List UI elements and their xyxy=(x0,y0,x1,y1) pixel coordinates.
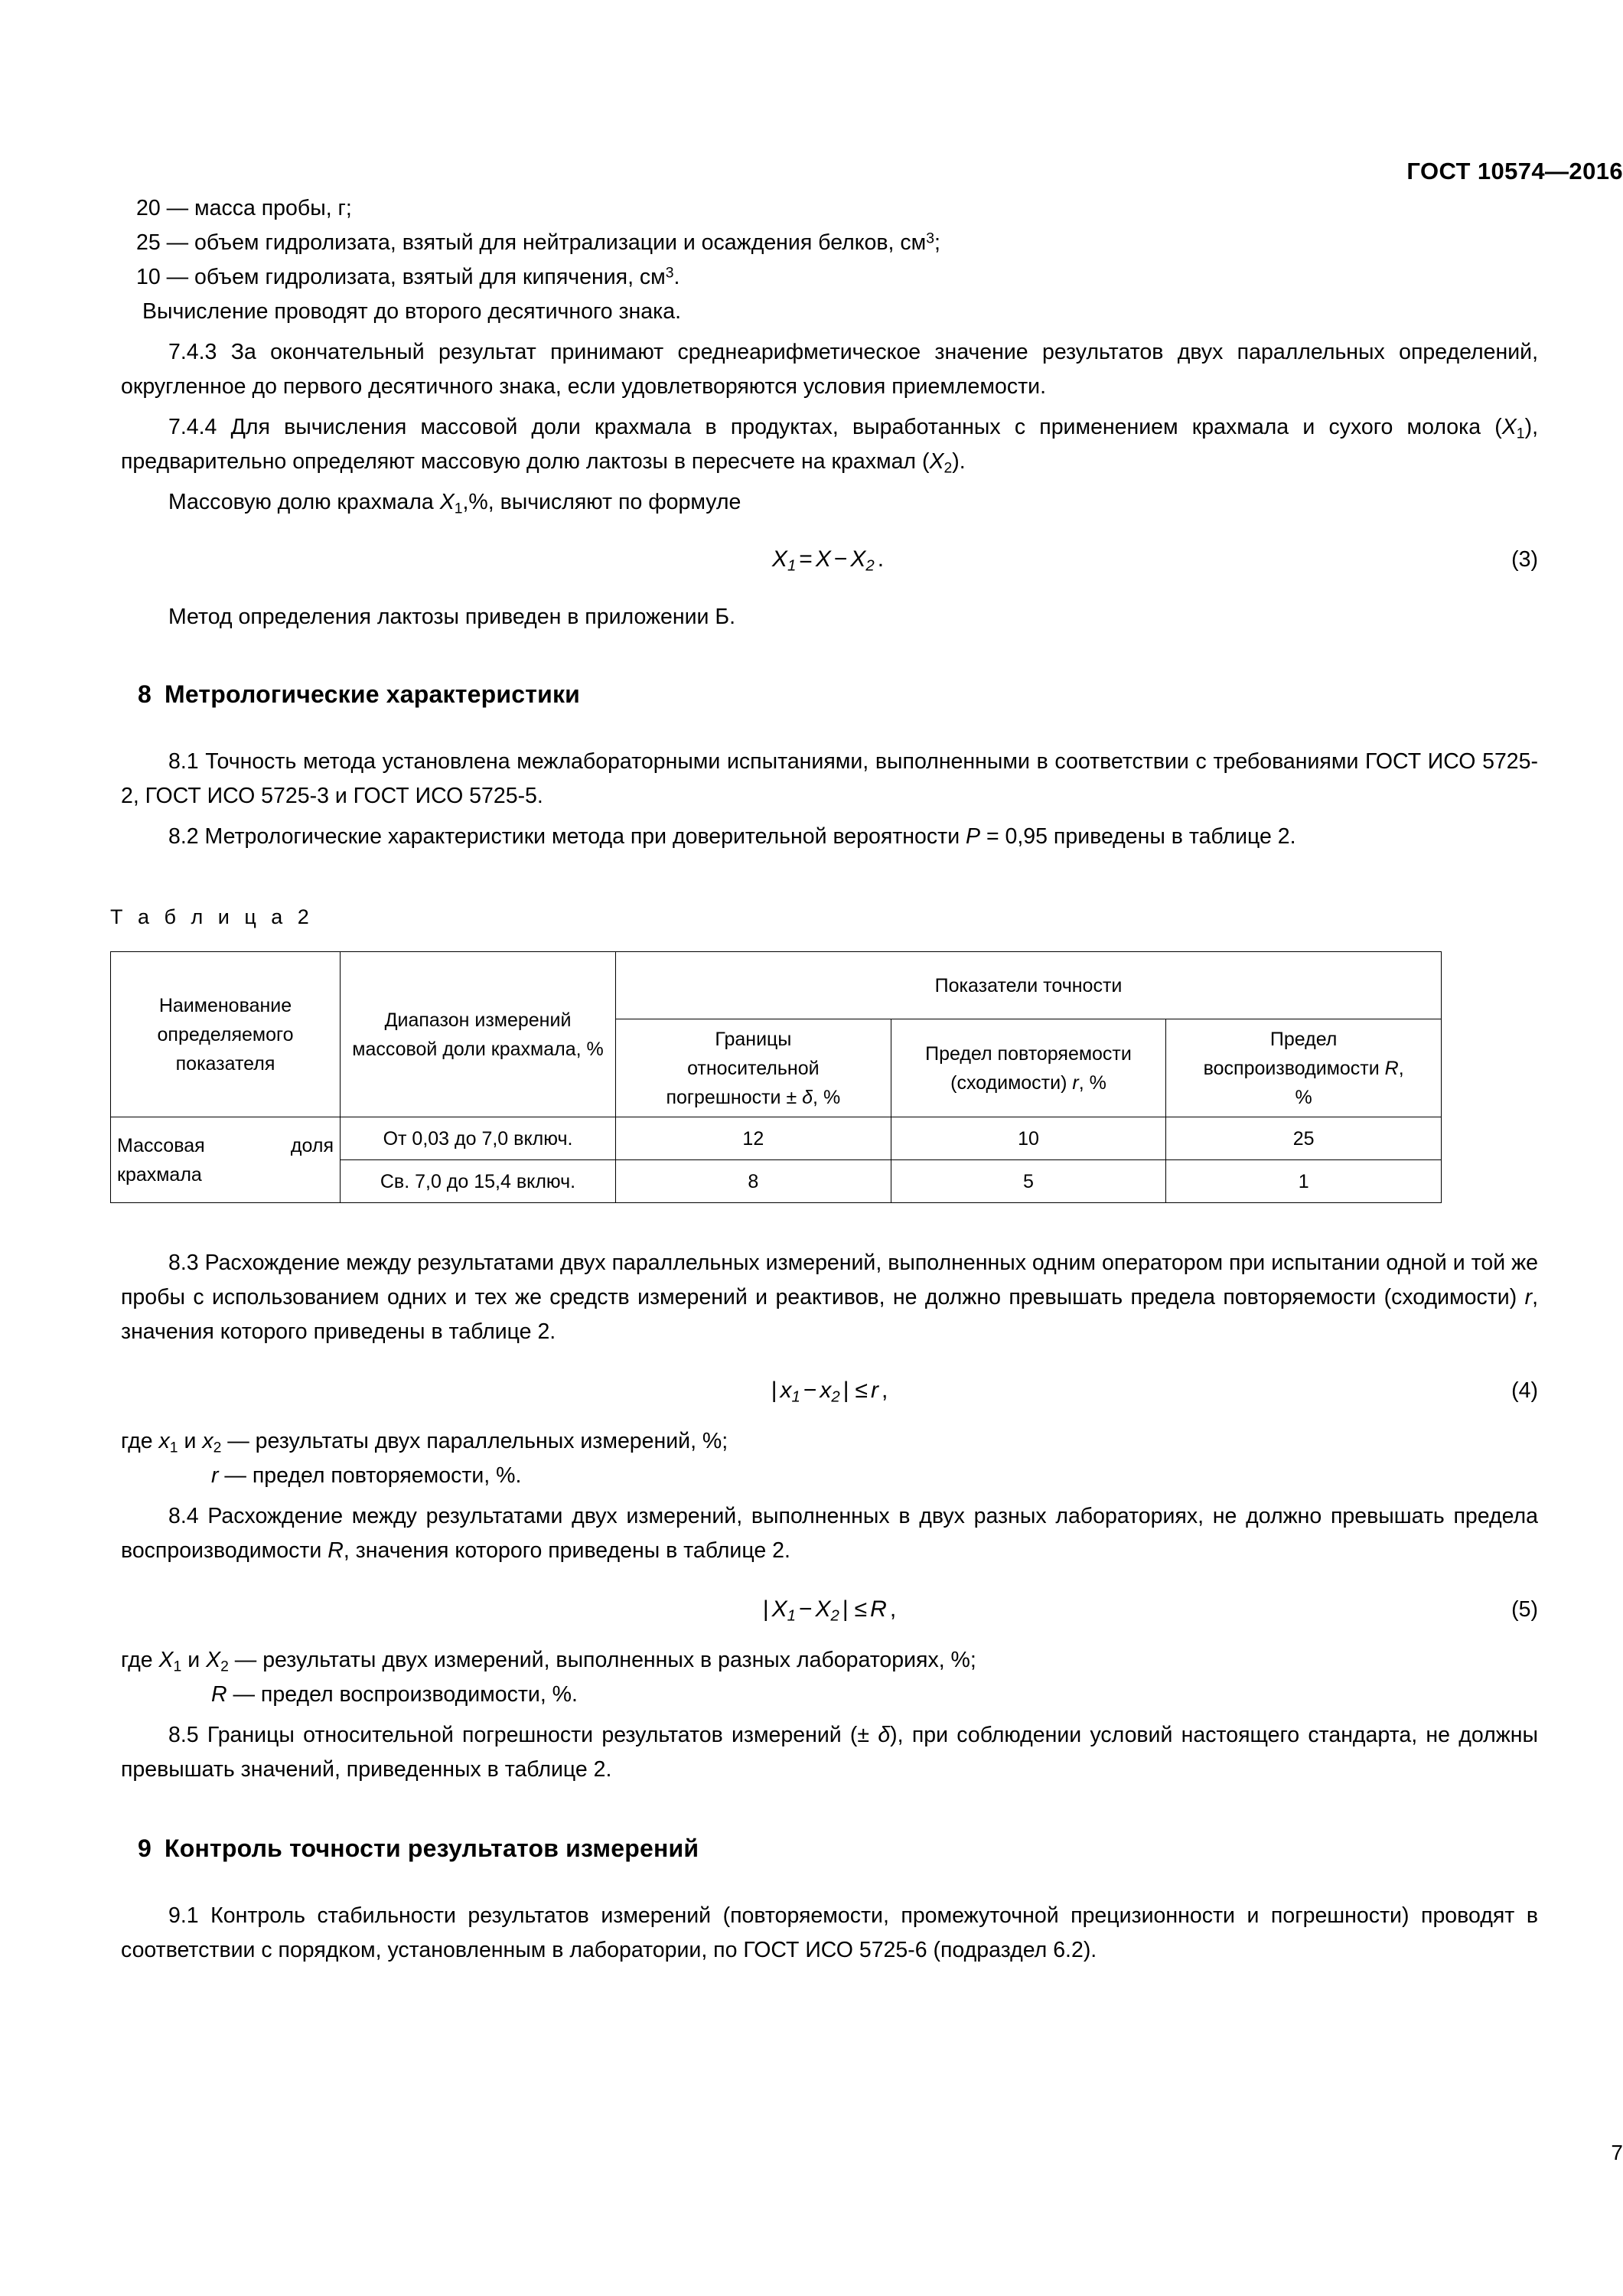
legend-item-2-exponent: 3 xyxy=(926,230,934,247)
where-clause-5-R-definition: — предел воспроизводимости, %. xyxy=(227,1682,578,1707)
formula-4-x1: x xyxy=(780,1378,792,1403)
formula-5-minus: − xyxy=(798,1596,813,1622)
where-clause-4-line-2 xyxy=(121,1459,1538,1493)
legend-item-3-number: 10 xyxy=(136,265,161,289)
table-row xyxy=(111,1117,1442,1160)
table-header-relative-error-line-3b: , % xyxy=(813,1086,841,1108)
clause-7-4-3: 7.4.3 За окончательный результат принимают среднеарифметическое значение результатов двух параллельных определений, округленное до первого десятичного знака, если удовлетворяются условия приемлемости. xyxy=(121,340,1538,399)
table-header-measurement-range xyxy=(341,952,616,1117)
variable-x1-subscript: 1 xyxy=(1516,425,1525,442)
table-2 xyxy=(110,951,1442,1203)
formula-5-rhs: R xyxy=(870,1596,887,1622)
variable-R: R xyxy=(328,1538,344,1563)
table-cell-range: Св. 7,0 до 15,4 включ. xyxy=(341,1160,616,1203)
where-clause-5-line-2 xyxy=(121,1678,1538,1712)
variable-x2: X xyxy=(929,449,944,474)
clause-8-2-part-a: 8.2 Метрологические характеристики метода при доверительной вероятности xyxy=(168,824,966,849)
formula-4-comma: , xyxy=(881,1378,888,1403)
where-clause-4-prefix: где xyxy=(121,1429,159,1453)
legend-item-1 xyxy=(121,191,1538,226)
where-clause-5-definition: — результаты двух измерений, выполненных в разных лабораториях, %; xyxy=(228,1648,976,1672)
table-header-relative-error-line-2: относительной xyxy=(687,1057,820,1079)
table-header-repeatability-limit-line-2b: , % xyxy=(1078,1071,1106,1094)
table-cell-delta: 12 xyxy=(616,1117,891,1160)
clause-8-5-part-b: ), при соблюдении условий настоящего стандарта, не должны превышать значений, приведенных в таблице 2. xyxy=(121,1723,1539,1782)
variable-x1: x xyxy=(158,1429,170,1453)
table-cell-R: 1 xyxy=(1166,1160,1442,1203)
table-header-relative-error-line-1: Границы xyxy=(715,1028,792,1050)
variable-x1: X xyxy=(1501,415,1517,439)
table-cell-delta: 8 xyxy=(616,1160,891,1203)
legend-item-3-exponent: 3 xyxy=(665,264,674,282)
table-header-measurement-range-line-1: Диапазон измерений xyxy=(384,1009,572,1031)
section-9-number: 9 xyxy=(138,1835,152,1862)
clause-9-1: 9.1 Контроль стабильности результатов измерений (повторяемости, промежуточной прецизионности и погрешности) проводят в соответствии с порядком, установленным в лаборатории, по ГОСТ ИСО 5725-6 (подраздел 6.2). xyxy=(121,1903,1538,1962)
formula-4-x2-subscript: 2 xyxy=(831,1388,840,1406)
clause-8-4-part-a: 8.4 Расхождение между результатами двух измерений, выполненных в двух разных лабораториях, не должно превышать предела воспроизводимости xyxy=(121,1504,1538,1563)
variable-X2: X xyxy=(206,1648,221,1672)
clause-8-3-part-a: 8.3 Расхождение между результатами двух параллельных измерений, выполненных одним оператором при испытании одной и той же пробы с использованием одних и тех же средств измерений и реактивов, не должно превышать предела повторяемости (сходимости) xyxy=(121,1251,1538,1309)
clause-8-4 xyxy=(121,1499,1538,1568)
formula-4-x2: x xyxy=(820,1378,832,1403)
variable-x2: x xyxy=(202,1429,213,1453)
formula-3-lead-variable-subscript: 1 xyxy=(454,500,463,517)
formula-5 xyxy=(121,1592,1538,1627)
running-head: ГОСТ 10574—2016 xyxy=(1406,158,1623,184)
legend-item-2-text: — объем гидролизата, взятый для нейтрализации и осаждения белков, см xyxy=(160,230,927,255)
formula-4-bar-open: | xyxy=(771,1378,777,1403)
legend-item-1-number: 20 xyxy=(136,196,161,220)
table-2-caption: Т а б л и ц а 2 xyxy=(110,905,314,928)
section-9-heading xyxy=(121,1835,1538,1863)
formula-3-row xyxy=(121,542,1538,577)
variable-r: r xyxy=(211,1463,219,1488)
clause-8-5 xyxy=(121,1718,1538,1787)
table-header-reproducibility-limit-line-2a: воспроизводимости xyxy=(1203,1057,1385,1079)
table-header-repeatability-limit-line-1: Предел повторяемости xyxy=(925,1042,1132,1065)
table-header-indicator-name-line-2: определяемого xyxy=(157,1023,294,1045)
clause-8-1: 8.1 Точность метода установлена межлабораторными испытаниями, выполненными в соответствии с требованиями ГОСТ ИСО 5725-2, ГОСТ ИСО 5725-3 и ГОСТ ИСО 5725-5. xyxy=(121,749,1538,808)
where-clause-5-conj: и xyxy=(181,1648,207,1672)
variable-X1-subscript: 1 xyxy=(173,1658,182,1675)
clause-after-formula-3: Метод определения лактозы приведен в приложении Б. xyxy=(168,605,736,629)
table-header-accuracy-group: Показатели точности xyxy=(616,952,1442,1019)
formula-3-period: . xyxy=(877,546,885,572)
clause-8-3 xyxy=(121,1246,1538,1349)
formula-3-equals: = xyxy=(799,546,813,572)
formula-5-number: (5) xyxy=(1511,1597,1538,1622)
variable-P: P xyxy=(966,824,981,849)
legend-item-2-number: 25 xyxy=(136,230,161,255)
where-clause-4-conj: и xyxy=(178,1429,203,1453)
table-header-reproducibility-limit-line-2b: , xyxy=(1398,1057,1404,1079)
formula-3 xyxy=(121,542,1538,577)
formula-5-X2-subscript: 2 xyxy=(830,1607,839,1625)
table-header-repeatability-limit xyxy=(891,1019,1166,1117)
legend-item-2-punct: ; xyxy=(934,230,940,255)
clause-8-4-part-b: , значения которого приведены в таблице 2. xyxy=(343,1538,790,1563)
formula-4-x1-subscript: 1 xyxy=(791,1388,800,1406)
clause-8-2-part-b: = 0,95 приведены в таблице 2. xyxy=(980,824,1296,849)
formula-4-bar-close: | xyxy=(842,1378,849,1403)
variable-x1-subscript: 1 xyxy=(169,1439,178,1456)
table-header-r-symbol: r xyxy=(1072,1071,1079,1094)
legend-item-3-text: — объем гидролизата, взятый для кипячения, см xyxy=(160,265,666,289)
clause-7-4-4-part-c: ). xyxy=(952,449,966,474)
clause-7-4-4-part-b: ), предварительно определяют массовую долю лактозы в пересчете на крахмал ( xyxy=(121,415,1538,474)
section-9-title: Контроль точности результатов измерений xyxy=(165,1835,699,1862)
section-8-heading xyxy=(121,680,1538,709)
table-header-reproducibility-limit-line-1: Предел xyxy=(1269,1028,1338,1050)
clause-8-5-part-a: 8.5 Границы относительной погрешности результатов измерений (± xyxy=(168,1723,878,1747)
formula-3-lhs: X xyxy=(771,546,787,572)
table-cell-R: 25 xyxy=(1166,1117,1442,1160)
table-header-repeatability-limit-line-2a: (сходимости) xyxy=(950,1071,1073,1094)
legend-item-2 xyxy=(121,226,1538,260)
formula-4-less-equal: ≤ xyxy=(855,1378,868,1403)
formula-5-X2: X xyxy=(815,1596,831,1622)
formula-5-row xyxy=(121,1592,1538,1627)
variable-x2-subscript: 2 xyxy=(943,459,953,477)
formula-3-minus: − xyxy=(833,546,848,572)
where-clause-4-definition: — результаты двух параллельных измерений, %; xyxy=(221,1429,728,1453)
formula-4-minus: − xyxy=(803,1378,817,1403)
table-head-row-1 xyxy=(111,952,1442,1019)
table-header-R-symbol: R xyxy=(1384,1057,1399,1079)
table-header-measurement-range-line-3: % xyxy=(586,1038,604,1060)
formula-5-comma: , xyxy=(889,1596,897,1622)
delta-symbol: δ xyxy=(878,1723,891,1747)
legend-item-3-punct: . xyxy=(673,265,680,289)
where-clause-4-r-definition: — предел повторяемости, %. xyxy=(218,1463,522,1488)
formula-3-rhs-2-subscript: 2 xyxy=(865,557,875,575)
variable-r: r xyxy=(1524,1285,1533,1309)
formula-3-lead-variable: X xyxy=(439,490,455,514)
table-cell-r: 10 xyxy=(891,1117,1166,1160)
table-header-indicator-name-line-1: Наименование xyxy=(158,994,292,1016)
clause-8-3-part-b: , значения которого приведены в таблице 2. xyxy=(121,1285,1538,1344)
formula-5-X1: X xyxy=(771,1596,787,1622)
table-cell-indicator-name-line-1: Массовая доля xyxy=(117,1134,334,1156)
variable-R: R xyxy=(211,1682,227,1707)
where-clause-4-line-1 xyxy=(121,1424,1538,1459)
table-header-relative-error xyxy=(616,1019,891,1117)
table-header-indicator-name xyxy=(111,952,341,1117)
formula-5-less-equal: ≤ xyxy=(854,1596,868,1622)
formula-3-lead-in xyxy=(121,485,1538,520)
variable-x2-subscript: 2 xyxy=(213,1439,222,1456)
formula-3-lead-part-b: ,%, вычисляют по формуле xyxy=(462,490,741,514)
table-cell-indicator-name xyxy=(111,1117,341,1203)
table-header-relative-error-line-3a: погрешности ± xyxy=(666,1086,803,1108)
table-header-reproducibility-limit-line-3: % xyxy=(1295,1086,1312,1108)
formula-4-row xyxy=(121,1373,1538,1408)
table-header-delta-symbol: δ xyxy=(802,1086,813,1108)
formula-3-lhs-subscript: 1 xyxy=(787,557,797,575)
table-cell-r: 5 xyxy=(891,1160,1166,1203)
formula-5-bar-open: | xyxy=(762,1596,769,1622)
formula-4-number: (4) xyxy=(1511,1378,1538,1403)
table-header-measurement-range-line-2: массовой доли крахмала, xyxy=(352,1038,582,1060)
legend-note: Вычисление проводят до второго десятичного знака. xyxy=(142,299,681,324)
clause-7-4-4-part-a: 7.4.4 Для вычисления массовой доли крахмала в продуктах, выработанных с применением крахмала и сухого молока ( xyxy=(168,415,1502,439)
variable-X2-subscript: 2 xyxy=(220,1658,229,1675)
section-8-title: Метрологические характеристики xyxy=(165,680,581,708)
formula-3-rhs-1: X xyxy=(815,546,831,572)
section-8-number: 8 xyxy=(138,680,152,708)
formula-3-rhs-2: X xyxy=(850,546,866,572)
legend-item-3 xyxy=(121,260,1538,295)
where-clause-5-prefix: где xyxy=(121,1648,159,1672)
formula-5-X1-subscript: 1 xyxy=(787,1607,796,1625)
variable-X1: X xyxy=(158,1648,174,1672)
table-header-reproducibility-limit xyxy=(1166,1019,1442,1117)
table-cell-indicator-name-line-2: крахмала xyxy=(117,1163,202,1186)
page-content xyxy=(110,191,1539,1968)
where-clause-5-line-1 xyxy=(121,1643,1538,1678)
clause-7-4-4 xyxy=(121,410,1538,479)
formula-3-lead-part-a: Массовую долю крахмала xyxy=(168,490,440,514)
table-header-indicator-name-line-3: показателя xyxy=(175,1052,275,1075)
page-number: 7 xyxy=(1611,2141,1623,2164)
legend-item-1-text: — масса пробы, г; xyxy=(160,196,352,220)
formula-5-bar-close: | xyxy=(842,1596,849,1622)
clause-8-2 xyxy=(121,820,1538,854)
formula-4-rhs: r xyxy=(870,1378,878,1403)
formula-3-number: (3) xyxy=(1511,547,1538,572)
table-cell-range: От 0,03 до 7,0 включ. xyxy=(341,1117,616,1160)
formula-4 xyxy=(121,1373,1538,1408)
